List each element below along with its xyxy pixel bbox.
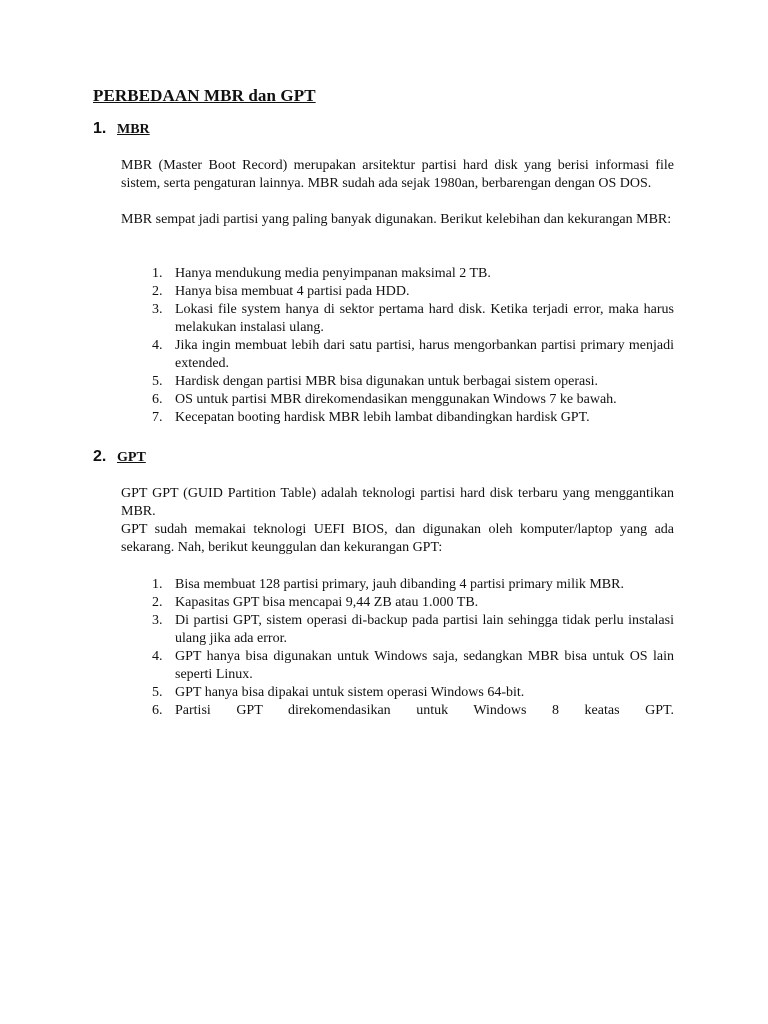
list-number: 1. xyxy=(152,266,163,281)
list-number: 2. xyxy=(152,284,163,299)
document-title: PERBEDAAN MBR dan GPT xyxy=(93,86,316,105)
gpt-description-paragraph: GPT GPT (GUID Partition Table) adalah teknologi partisi hard disk terbaru yang menggantikan MBR. xyxy=(121,486,674,519)
list-number: 6. xyxy=(152,703,163,718)
list-number: 3. xyxy=(152,302,163,317)
list-number: 5. xyxy=(152,374,163,389)
list-item-text: Hanya bisa membuat 4 partisi pada HDD. xyxy=(175,284,410,299)
section-title: GPT xyxy=(117,450,146,465)
list-item xyxy=(121,702,674,720)
list-item-text: Bisa membuat 128 partisi primary, jauh dibanding 4 partisi primary milik MBR. xyxy=(175,577,624,592)
list-item-text: Lokasi file system hanya di sektor pertama hard disk. Ketika terjadi error, maka harus melakukan instalasi ulang. xyxy=(175,302,674,335)
list-item-text: Hardisk dengan partisi MBR bisa digunakan untuk berbagai sistem operasi. xyxy=(175,374,599,389)
section-heading-mbr xyxy=(93,120,150,138)
list-number: 2. xyxy=(152,595,163,610)
list-item-text: Jika ingin membuat lebih dari satu partisi, harus mengorbankan partisi primary menjadi extended. xyxy=(175,338,674,371)
list-item-text: Di partisi GPT, sistem operasi di-backup pada partisi lain sehingga tidak perlu instalasi ulang jika ada error. xyxy=(175,613,674,646)
list-item-text: Partisi GPT direkomendasikan untuk Windows 8 keatas GPT. xyxy=(175,703,674,718)
list-item-text: GPT hanya bisa digunakan untuk Windows saja, sedangkan MBR bisa untuk OS lain seperti Linux. xyxy=(175,649,674,682)
list-number: 3. xyxy=(152,613,163,628)
list-item xyxy=(121,283,674,301)
list-item xyxy=(121,612,674,648)
section-heading-gpt xyxy=(93,448,146,466)
list-item xyxy=(121,301,674,337)
list-item xyxy=(121,391,674,409)
list-item-text: OS untuk partisi MBR direkomendasikan menggunakan Windows 7 ke bawah. xyxy=(175,392,617,407)
list-item-text: Hanya mendukung media penyimpanan maksimal 2 TB. xyxy=(175,266,491,281)
section-number: 1. xyxy=(93,120,107,137)
section-title: MBR xyxy=(117,122,150,137)
list-number: 7. xyxy=(152,410,163,425)
list-item-text: GPT hanya bisa dipakai untuk sistem operasi Windows 64-bit. xyxy=(175,685,525,700)
list-item xyxy=(121,684,674,702)
mbr-feature-list xyxy=(121,265,674,427)
list-number: 6. xyxy=(152,392,163,407)
list-number: 4. xyxy=(152,649,163,664)
mbr-intro-paragraph: MBR sempat jadi partisi yang paling banyak digunakan. Berikut kelebihan dan kekurangan MBR: xyxy=(121,212,672,227)
list-item xyxy=(121,576,674,594)
list-item xyxy=(121,594,674,612)
list-number: 1. xyxy=(152,577,163,592)
list-item xyxy=(121,265,674,283)
list-item xyxy=(121,337,674,373)
list-item xyxy=(121,648,674,684)
list-item-text: Kapasitas GPT bisa mencapai 9,44 ZB atau 1.000 TB. xyxy=(175,595,479,610)
list-item xyxy=(121,373,674,391)
list-item-text: Kecepatan booting hardisk MBR lebih lambat dibandingkan hardisk GPT. xyxy=(175,410,590,425)
mbr-description-paragraph: MBR (Master Boot Record) merupakan arsitektur partisi hard disk yang berisi informasi file sistem, serta pengaturan lainnya. MBR sudah ada sejak 1980an, berbarengan dengan OS DOS. xyxy=(121,158,674,191)
gpt-intro-paragraph: GPT sudah memakai teknologi UEFI BIOS, dan digunakan oleh komputer/laptop yang ada sekarang. Nah, berikut keunggulan dan kekurangan GPT: xyxy=(121,522,674,555)
list-number: 5. xyxy=(152,685,163,700)
list-item xyxy=(121,409,674,427)
section-number: 2. xyxy=(93,448,107,465)
list-number: 4. xyxy=(152,338,163,353)
gpt-feature-list xyxy=(121,576,674,720)
